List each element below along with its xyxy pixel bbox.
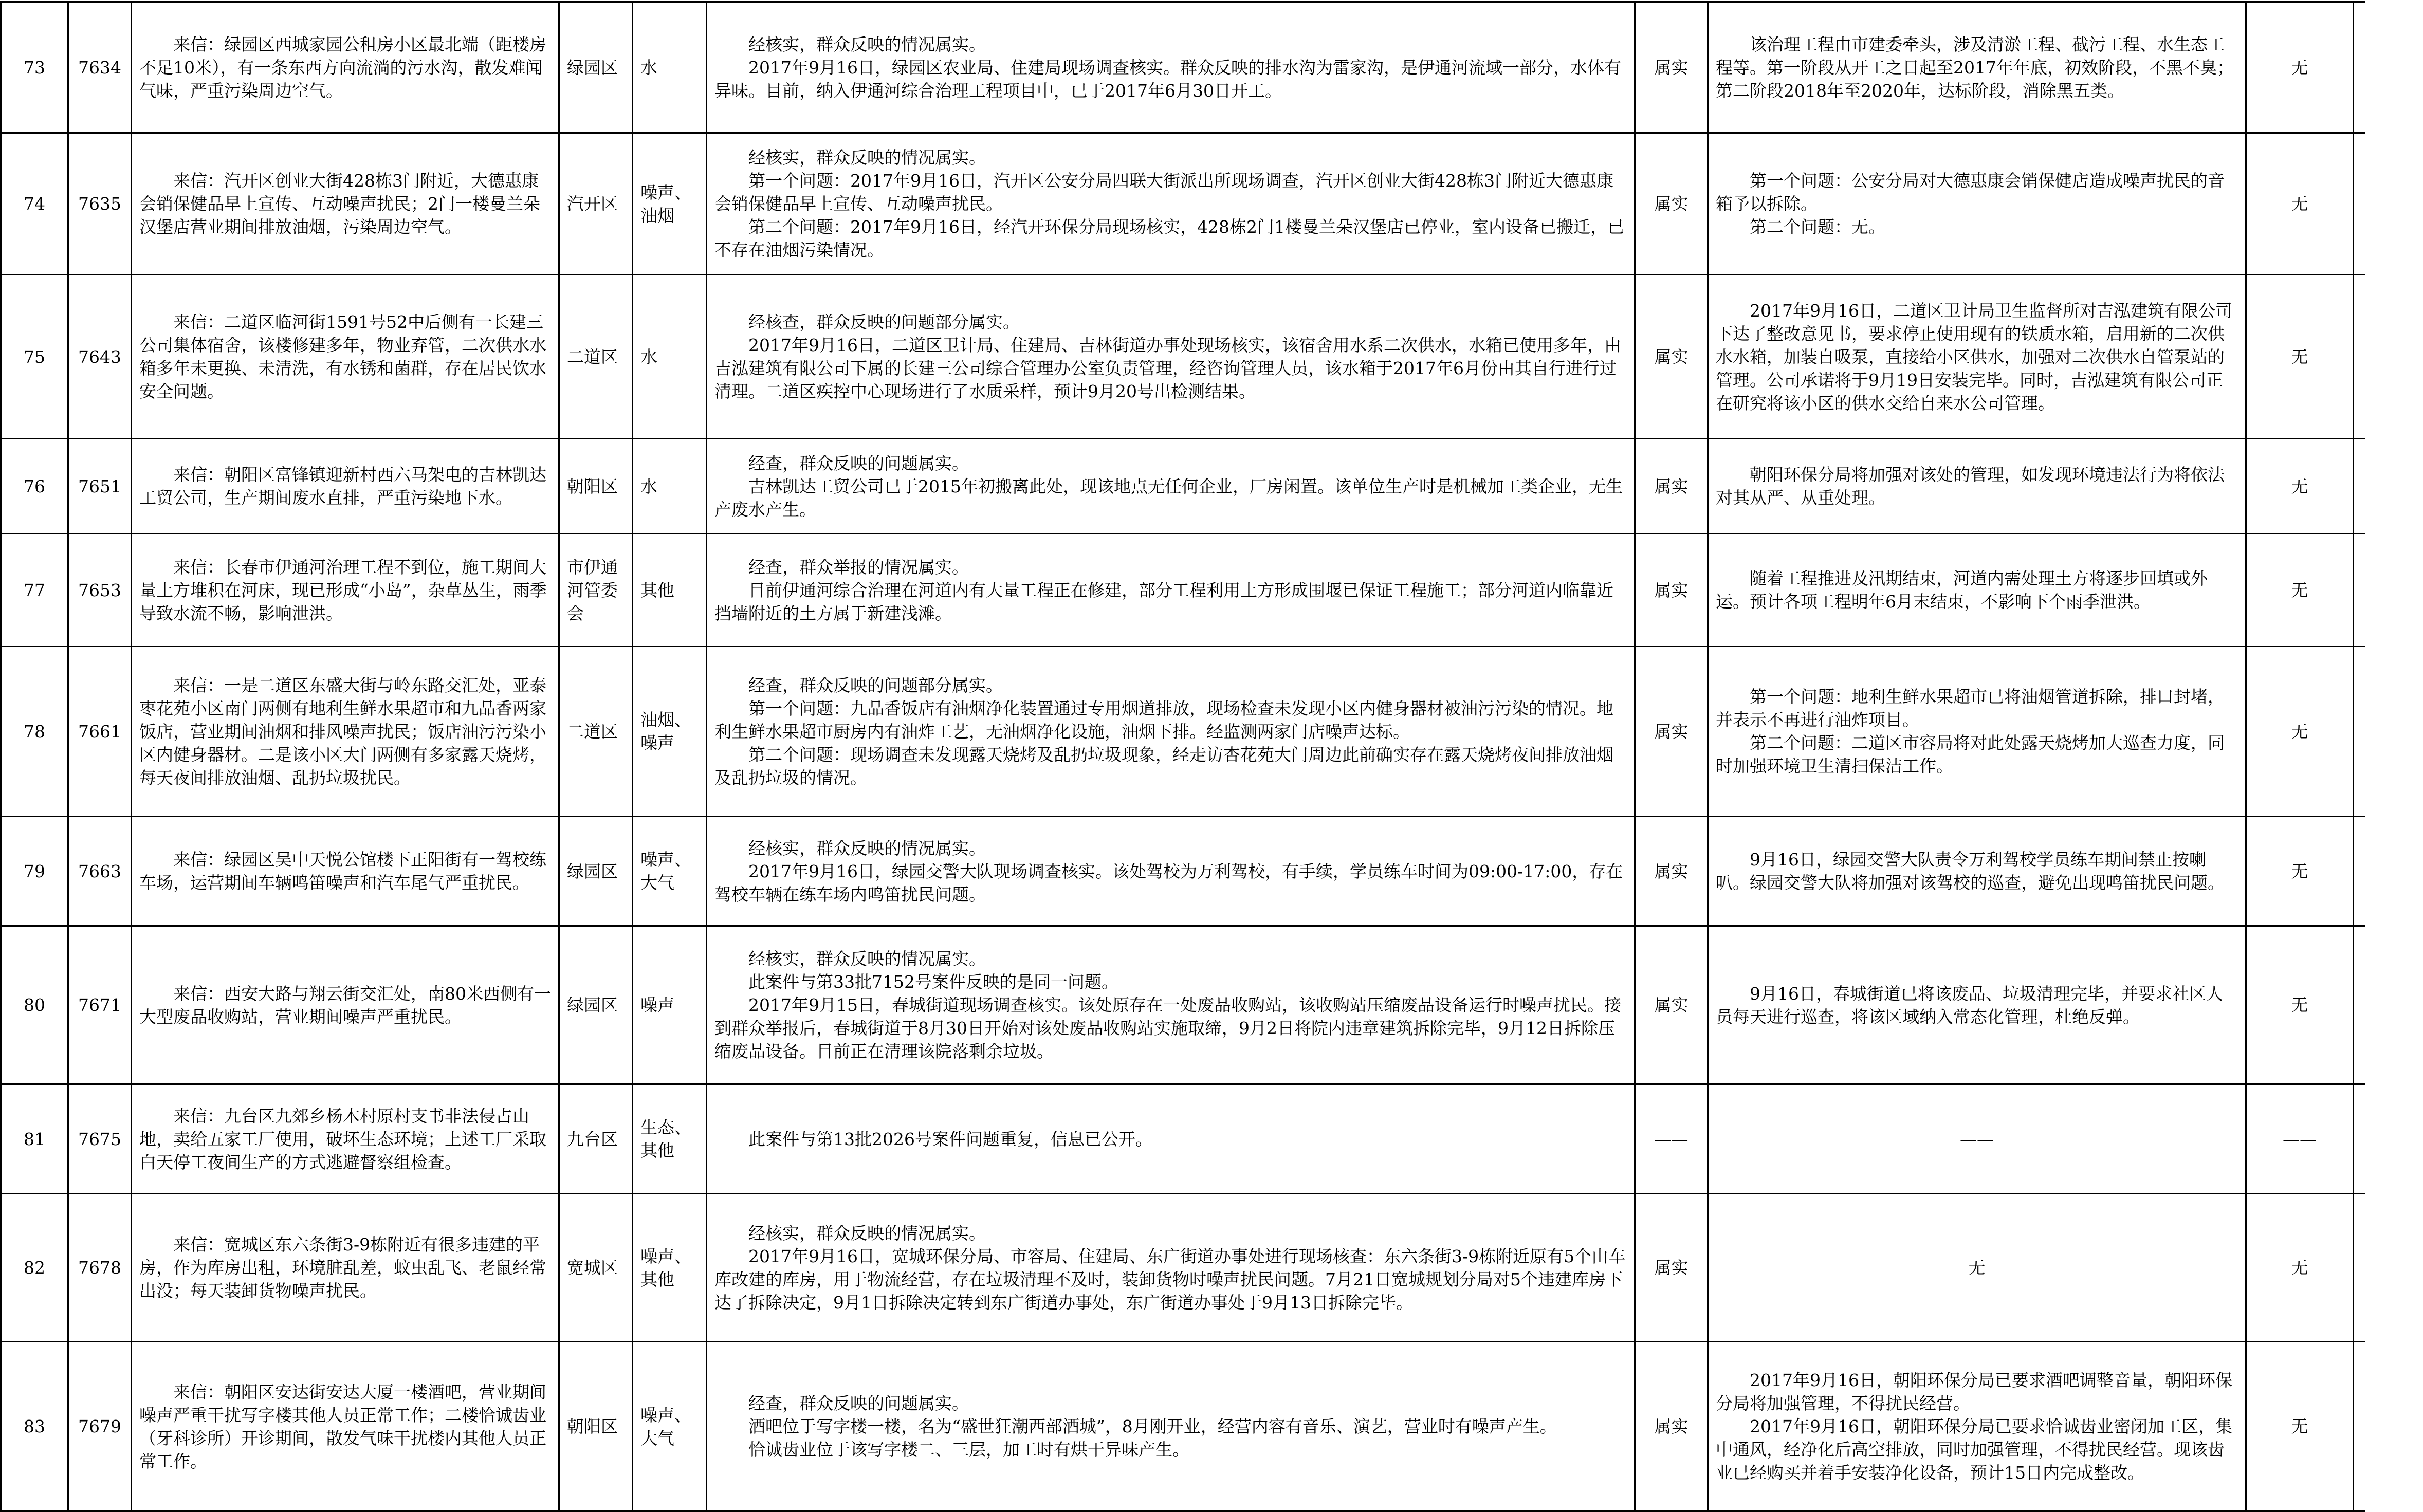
handling-cell xyxy=(1708,647,2246,817)
type-cell: 油烟、噪声 xyxy=(633,647,707,817)
accountability-cell: 无 xyxy=(2246,133,2354,275)
paragraph: 经核实，群众反映的情况属实。 xyxy=(748,34,986,54)
conclusion-cell: 属实 xyxy=(1635,439,1708,534)
paragraph: 来信：西安大路与翔云街交汇处，南80米西侧有一大型废品收购站，营业期间噪声严重扰民。 xyxy=(139,983,551,1027)
table-row xyxy=(1,1194,2365,1342)
table-row xyxy=(1,275,2365,439)
accountability-cell: 无 xyxy=(2246,439,2354,534)
type-cell: 生态、其他 xyxy=(633,1084,707,1194)
empty-cell xyxy=(2354,1084,2365,1194)
table-row xyxy=(1,534,2365,647)
paragraph: 此案件与第33批7152号案件反映的是同一问题。 xyxy=(748,972,1118,992)
paragraph: 来信：绿园区西城家园公租房小区最北端（距楼房不足10米），有一条东西方向流淌的污水沟，散发难闻气味，严重污染周边空气。 xyxy=(139,34,546,101)
seq-cell: 73 xyxy=(1,2,68,133)
paragraph: 2017年9月16日，绿园区农业局、住建局现场调查核实。群众反映的排水沟为雷家沟，是伊通河流域一部分，水体有异味。目前，纳入伊通河综合治理工程项目中，已于2017年6月30日开工。 xyxy=(714,57,1621,101)
complaint-cell xyxy=(132,439,559,534)
type-cell: 噪声 xyxy=(633,926,707,1084)
district-cell: 九台区 xyxy=(559,1084,633,1194)
accountability-cell: 无 xyxy=(2246,275,2354,439)
paragraph: 经核实，群众反映的情况属实。 xyxy=(748,1223,986,1243)
paragraph: 9月16日，春城街道已将该废品、垃圾清理完毕，并要求社区人员每天进行巡查，将该区域纳入常态化管理，杜绝反弹。 xyxy=(1716,983,2223,1027)
paragraph: 9月16日，绿园交警大队责令万利驾校学员练车期间禁止按喇叭。绿园交警大队将加强对该驾校的巡查，避免出现鸣笛扰民问题。 xyxy=(1716,850,2225,893)
complaint-cell xyxy=(132,275,559,439)
district-cell: 朝阳区 xyxy=(559,439,633,534)
empty-cell xyxy=(2354,817,2365,926)
district-cell: 绿园区 xyxy=(559,926,633,1084)
accountability-cell: 无 xyxy=(2246,817,2354,926)
handling-cell xyxy=(1708,439,2246,534)
table-row xyxy=(1,926,2365,1084)
handling-cell xyxy=(1708,1194,2246,1342)
handling-cell xyxy=(1708,2,2246,133)
type-cell: 水 xyxy=(633,439,707,534)
seq-cell: 74 xyxy=(1,133,68,275)
empty-cell xyxy=(2354,926,2365,1084)
case-number-cell: 7643 xyxy=(68,275,132,439)
empty-cell xyxy=(2354,133,2365,275)
verification-cell xyxy=(707,647,1635,817)
paragraph: 经核实，群众反映的情况属实。 xyxy=(748,949,986,969)
paragraph: 目前伊通河综合治理在河道内有大量工程正在修建，部分工程利用土方形成围堰已保证工程施工；部分河道内临靠近挡墙附近的土方属于新建浅滩。 xyxy=(714,580,1613,623)
seq-cell: 83 xyxy=(1,1342,68,1511)
table-row xyxy=(1,133,2365,275)
paragraph: 第二个问题：无。 xyxy=(1750,217,1885,237)
accountability-cell: 无 xyxy=(2246,926,2354,1084)
case-number-cell: 7671 xyxy=(68,926,132,1084)
accountability-cell: 无 xyxy=(2246,534,2354,647)
accountability-cell: 无 xyxy=(2246,1194,2354,1342)
paragraph: 第一个问题：九品香饭店有油烟净化装置通过专用烟道排放，现场检查未发现小区内健身器材被油污污染的情况。地利生鲜水果超市厨房内有油炸工艺，无油烟净化设施，油烟下排。经监测两家门店噪声达标。 xyxy=(714,698,1613,742)
case-number-cell: 7651 xyxy=(68,439,132,534)
verification-cell xyxy=(707,534,1635,647)
handling-cell xyxy=(1708,817,2246,926)
type-cell: 其他 xyxy=(633,534,707,647)
district-cell: 汽开区 xyxy=(559,133,633,275)
paragraph: 2017年9月16日，朝阳环保分局已要求酒吧调整音量，朝阳环保分局将加强管理，不得扰民经营。 xyxy=(1716,1370,2232,1413)
empty-cell xyxy=(2354,1342,2365,1511)
complaint-cell xyxy=(132,2,559,133)
paragraph: 第一个问题：公安分局对大德惠康会销保健店造成噪声扰民的音箱予以拆除。 xyxy=(1716,171,2225,214)
complaint-cell xyxy=(132,1342,559,1511)
seq-cell: 78 xyxy=(1,647,68,817)
case-number-cell: 7679 xyxy=(68,1342,132,1511)
district-cell: 宽城区 xyxy=(559,1194,633,1342)
seq-cell: 81 xyxy=(1,1084,68,1194)
empty-cell xyxy=(2354,275,2365,439)
paragraph: 经查，群众反映的问题部分属实。 xyxy=(748,675,1003,695)
paragraph: 来信：二道区临河街1591号52中后侧有一长建三公司集体宿舍，该楼修建多年，物业弃管，二次供水水箱多年未更换、未清洗，有水锈和菌群，存在居民饮水安全问题。 xyxy=(139,312,546,401)
verification-cell xyxy=(707,275,1635,439)
handling-cell xyxy=(1708,133,2246,275)
conclusion-cell: 属实 xyxy=(1635,275,1708,439)
accountability-cell: —— xyxy=(2246,1084,2354,1194)
case-number-cell: 7634 xyxy=(68,2,132,133)
paragraph: 朝阳环保分局将加强对该处的管理，如发现环境违法行为将依法对其从严、从重处理。 xyxy=(1716,465,2225,508)
paragraph: 恰诚齿业位于该写字楼二、三层，加工时有烘干异味产生。 xyxy=(748,1440,1189,1460)
paragraph: 来信：绿园区吴中天悦公馆楼下正阳街有一驾校练车场，运营期间车辆鸣笛噪声和汽车尾气严重扰民。 xyxy=(139,850,546,893)
verification-cell xyxy=(707,439,1635,534)
paragraph: 2017年9月16日，二道区卫计局卫生监督所对吉泓建筑有限公司下达了整改意见书，要求停止使用现有的铁质水箱，启用新的二次供水水箱，加装自吸泵，直接给小区供水，加强对二次供水自管泵站的管理。公司承诺将于9月19日安装完毕。同时，吉泓建筑有限公司正在研究将该小区的供水交给自来水公司管理。 xyxy=(1716,300,2232,413)
paragraph: 经查，群众反映的问题属实。 xyxy=(748,1393,969,1413)
paragraph: 2017年9月16日，宽城环保分局、市容局、住建局、东广街道办事处进行现场核查：东六条街3-9栋附近原有5个由车库改建的库房，用于物流经营，存在垃圾清理不及时，装卸货物时噪声扰民问题。7月21日宽城规划分局对5个违建库房下达了拆除决定，9月1日拆除决定转到东广街道办事处，东广街道办事处于9月13日拆除完毕。 xyxy=(714,1246,1626,1313)
paragraph: 来信：汽开区创业大街428栋3门附近，大德惠康会销保健品早上宣传、互动噪声扰民；2门一楼曼兰朵汉堡店营业期间排放油烟，污染周边空气。 xyxy=(139,171,540,237)
district-cell: 二道区 xyxy=(559,275,633,439)
case-table xyxy=(0,1,2365,1512)
empty-cell xyxy=(2354,534,2365,647)
paragraph: 酒吧位于写字楼一楼，名为“盛世狂潮西部酒城”，8月刚开业，经营内容有音乐、演艺，营业时有噪声产生。 xyxy=(748,1416,1557,1436)
empty-cell xyxy=(2354,1194,2365,1342)
conclusion-cell: 属实 xyxy=(1635,534,1708,647)
case-number-cell: 7653 xyxy=(68,534,132,647)
paragraph: 来信：九台区九郊乡杨木村原村支书非法侵占山地，卖给五家工厂使用，破坏生态环境；上述工厂采取白天停工夜间生产的方式逃避督察组检查。 xyxy=(139,1105,546,1172)
complaint-cell xyxy=(132,1194,559,1342)
paragraph: 经核实，群众反映的情况属实。 xyxy=(748,147,986,168)
paragraph: 第一个问题：2017年9月16日，汽开区公安分局四联大街派出所现场调查，汽开区创业大街428栋3门附近大德惠康会销保健品早上宣传、互动噪声扰民。 xyxy=(714,171,1613,214)
paragraph: 2017年9月16日，二道区卫计局、住建局、吉林街道办事处现场核实，该宿舍用水系二次供水，水箱已使用多年，由吉泓建筑有限公司下属的长建三公司综合管理办公室负责管理，经咨询管理人员，该水箱于2017年6月份由其自行进行过清理。二道区疾控中心现场进行了水质采样，预计9月20号出检测结果。 xyxy=(714,335,1621,401)
seq-cell: 76 xyxy=(1,439,68,534)
case-number-cell: 7635 xyxy=(68,133,132,275)
complaint-cell xyxy=(132,534,559,647)
complaint-cell xyxy=(132,647,559,817)
conclusion-cell: —— xyxy=(1635,1084,1708,1194)
conclusion-cell: 属实 xyxy=(1635,1342,1708,1511)
type-cell: 噪声、大气 xyxy=(633,1342,707,1511)
paragraph: 经核查，群众反映的问题部分属实。 xyxy=(748,312,1020,332)
conclusion-cell: 属实 xyxy=(1635,133,1708,275)
verification-cell xyxy=(707,817,1635,926)
paragraph: —— xyxy=(1960,1129,1994,1149)
empty-cell xyxy=(2354,2,2365,133)
seq-cell: 75 xyxy=(1,275,68,439)
verification-cell xyxy=(707,1194,1635,1342)
case-number-cell: 7678 xyxy=(68,1194,132,1342)
paragraph: 来信：宽城区东六条街3-9栋附近有很多违建的平房，作为库房出租，环境脏乱差，蚊虫乱飞、老鼠经常出没；每天装卸货物噪声扰民。 xyxy=(139,1234,546,1301)
district-cell: 市伊通河管委会 xyxy=(559,534,633,647)
district-cell: 二道区 xyxy=(559,647,633,817)
complaint-cell xyxy=(132,133,559,275)
district-cell: 绿园区 xyxy=(559,817,633,926)
paragraph: 吉林凯达工贸公司已于2015年初搬离此处，现该地点无任何企业，厂房闲置。该单位生产时是机械加工类企业，无生产废水产生。 xyxy=(714,476,1623,520)
conclusion-cell: 属实 xyxy=(1635,1194,1708,1342)
paragraph: 第二个问题：二道区市容局将对此处露天烧烤加大巡查力度，同时加强环境卫生清扫保洁工作。 xyxy=(1716,733,2225,776)
table-row xyxy=(1,1342,2365,1511)
district-cell: 绿园区 xyxy=(559,2,633,133)
empty-cell xyxy=(2354,647,2365,817)
paragraph: 该治理工程由市建委牵头，涉及清淤工程、截污工程、水生态工程等。第一阶段从开工之日起至2017年年底，初效阶段，不黑不臭；第二阶段2018年至2020年，达标阶段，消除黑五类。 xyxy=(1716,34,2234,101)
paragraph: 第二个问题：2017年9月16日，经汽开环保分局现场核实，428栋2门1楼曼兰朵汉堡店已停业，室内设备已搬迁，已不存在油烟污染情况。 xyxy=(714,217,1624,260)
paragraph: 第二个问题：现场调查未发现露天烧烤及乱扔垃圾现象，经走访杏花苑大门周边此前确实存在露天烧烤夜间排放油烟及乱扔垃圾的情况。 xyxy=(714,744,1613,788)
seq-cell: 80 xyxy=(1,926,68,1084)
case-number-cell: 7661 xyxy=(68,647,132,817)
verification-cell xyxy=(707,133,1635,275)
conclusion-cell: 属实 xyxy=(1635,817,1708,926)
conclusion-cell: 属实 xyxy=(1635,647,1708,817)
paragraph: 来信：朝阳区安达街安达大厦一楼酒吧，营业期间噪声严重干扰写字楼其他人员正常工作；二楼恰诚齿业（牙科诊所）开诊期间，散发气味干扰楼内其他人员正常工作。 xyxy=(139,1381,546,1471)
paragraph: 无 xyxy=(1968,1258,1986,1278)
complaint-cell xyxy=(132,926,559,1084)
table-row xyxy=(1,817,2365,926)
paragraph: 来信：一是二道区东盛大街与岭东路交汇处，亚泰枣花苑小区南门两侧有地利生鲜水果超市和九品香两家饭店，营业期间油烟和排风噪声扰民；饭店油污污染小区内健身器材。二是该小区大门两侧有多家露天烧烤，每天夜间排放油烟、乱扔垃圾扰民。 xyxy=(139,675,546,788)
accountability-cell: 无 xyxy=(2246,647,2354,817)
conclusion-cell: 属实 xyxy=(1635,2,1708,133)
paragraph: 2017年9月16日，绿园交警大队现场调查核实。该处驾校为万利驾校，有手续，学员练车时间为09:00-17:00，存在驾校车辆在练车场内鸣笛扰民问题。 xyxy=(714,861,1623,905)
verification-cell xyxy=(707,1342,1635,1511)
paragraph: 经查，群众举报的情况属实。 xyxy=(748,557,969,577)
paragraph: 2017年9月15日，春城街道现场调查核实。该处原存在一处废品收购站，该收购站压缩废品设备运行时噪声扰民。接到群众举报后，春城街道于8月30日开始对该处废品收购站实施取缔，9月2日将院内违章建筑拆除完毕，9月12日拆除压缩废品设备。目前正在清理该院落剩余垃圾。 xyxy=(714,995,1621,1061)
paragraph: 随着工程推进及汛期结束，河道内需处理土方将逐步回填或外运。预计各项工程明年6月末结束，不影响下个雨季泄洪。 xyxy=(1716,568,2208,612)
verification-cell xyxy=(707,2,1635,133)
accountability-cell: 无 xyxy=(2246,1342,2354,1511)
type-cell: 噪声、大气 xyxy=(633,817,707,926)
paragraph: 来信：长春市伊通河治理工程不到位，施工期间大量土方堆积在河床，现已形成“小岛”，杂草丛生，雨季导致水流不畅，影响泄洪。 xyxy=(139,557,547,623)
seq-cell: 79 xyxy=(1,817,68,926)
district-cell: 朝阳区 xyxy=(559,1342,633,1511)
complaint-cell xyxy=(132,1084,559,1194)
paragraph: 经查，群众反映的问题属实。 xyxy=(748,453,969,473)
accountability-cell: 无 xyxy=(2246,2,2354,133)
empty-cell xyxy=(2354,439,2365,534)
verification-cell xyxy=(707,1084,1635,1194)
case-number-cell: 7675 xyxy=(68,1084,132,1194)
table-row xyxy=(1,647,2365,817)
handling-cell xyxy=(1708,1084,2246,1194)
type-cell: 噪声、油烟 xyxy=(633,133,707,275)
paragraph: 此案件与第13批2026号案件问题重复，信息已公开。 xyxy=(748,1129,1152,1149)
conclusion-cell: 属实 xyxy=(1635,926,1708,1084)
paragraph: 经核实，群众反映的情况属实。 xyxy=(748,838,986,858)
paragraph: 2017年9月16日，朝阳环保分局已要求恰诚齿业密闭加工区，集中通风，经净化后高空排放，同时加强管理，不得扰民经营。现该齿业已经购买并着手安装净化设备，预计15日内完成整改。 xyxy=(1716,1416,2232,1483)
table-row xyxy=(1,2,2365,133)
handling-cell xyxy=(1708,534,2246,647)
complaint-cell xyxy=(132,817,559,926)
seq-cell: 82 xyxy=(1,1194,68,1342)
type-cell: 水 xyxy=(633,2,707,133)
type-cell: 水 xyxy=(633,275,707,439)
handling-cell xyxy=(1708,926,2246,1084)
verification-cell xyxy=(707,926,1635,1084)
seq-cell: 77 xyxy=(1,534,68,647)
handling-cell xyxy=(1708,275,2246,439)
table-row xyxy=(1,1084,2365,1194)
paragraph: 来信：朝阳区富锋镇迎新村西六马架电的吉林凯达工贸公司，生产期间废水直排，严重污染地下水。 xyxy=(139,465,546,508)
type-cell: 噪声、其他 xyxy=(633,1194,707,1342)
case-number-cell: 7663 xyxy=(68,817,132,926)
table-row xyxy=(1,439,2365,534)
handling-cell xyxy=(1708,1342,2246,1511)
paragraph: 第一个问题：地利生鲜水果超市已将油烟管道拆除，排口封堵，并表示不再进行油炸项目。 xyxy=(1716,687,2225,730)
